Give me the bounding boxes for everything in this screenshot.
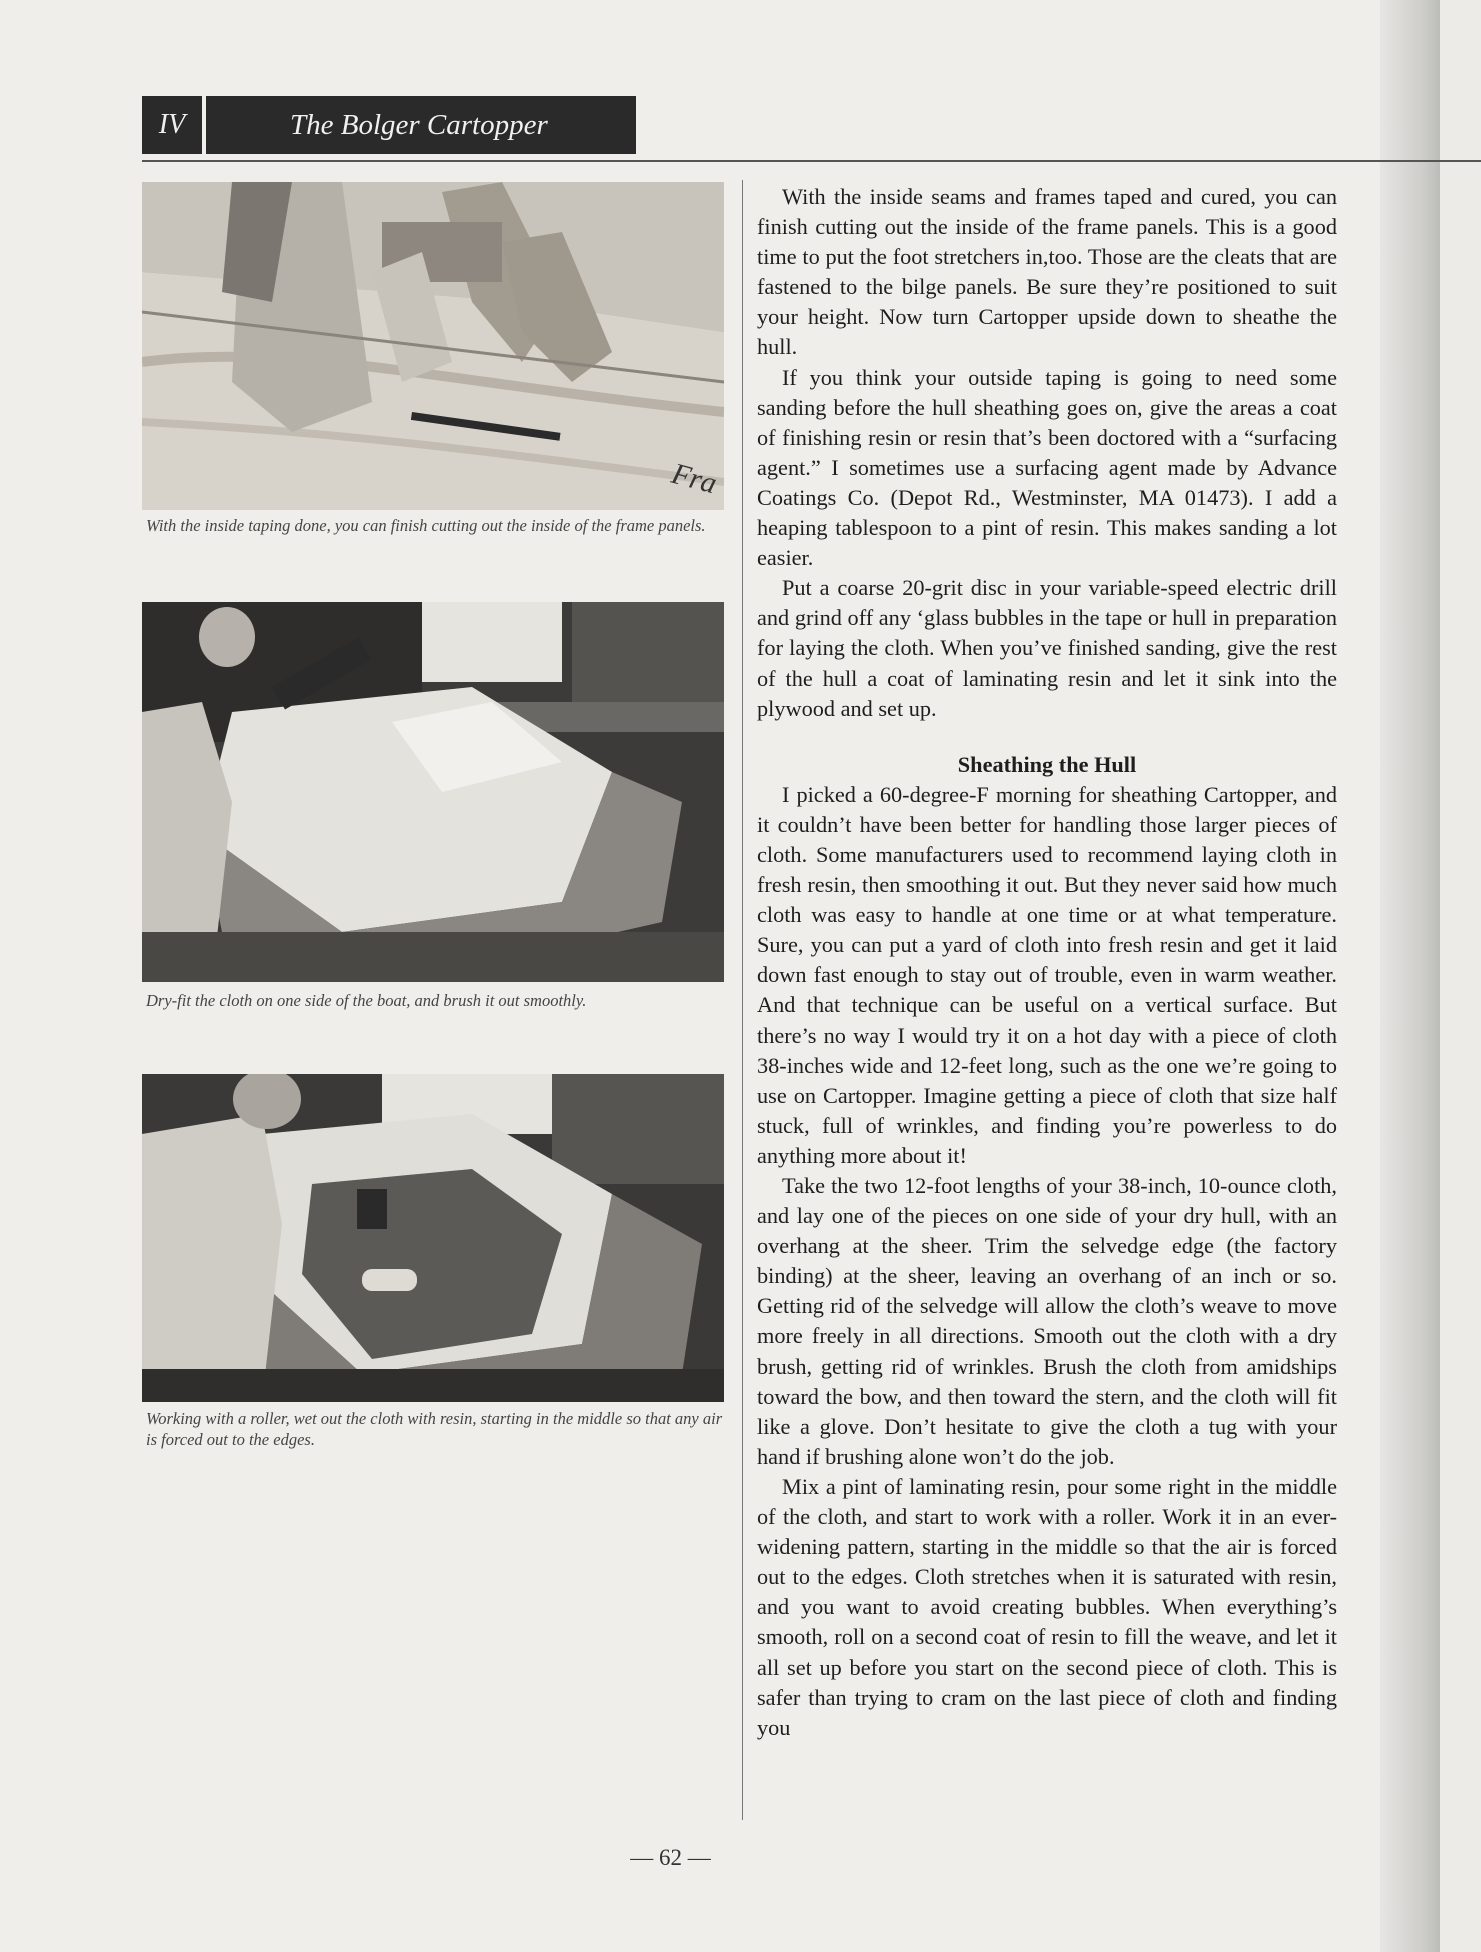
paragraph-intro-1: With the inside seams and frames taped and cured, you can finish cutting out the inside of the frame panels. This is a good time to put the foot stretchers in,too. Those are the cleats that are fastened to the bilge panels. Be sure they’re positioned to suit your height. Now turn Cartopper upside down to sheathe the hull. [757,184,1337,360]
caption-photo-1: With the inside taping done, you can finish cutting out the inside of the frame panels. [146,516,706,535]
running-title: The Bolger Cartopper [206,96,636,154]
chapter-number: IV [142,96,202,154]
page-number-text: — 62 — [630,1845,711,1870]
paragraph-intro-3: Put a coarse 20-grit disc in your variable-speed electric drill and grind off any ‘glass bubbles in the tape or hull in preparation for laying the cloth. When you’ve finished sanding, give the rest of the hull a coat of laminating resin and let it sink into the plywood and set up. [757,575,1337,721]
photo-cutting-frame-panels [142,182,724,510]
caption-photo-2: Dry-fit the cloth on one side of the boat, and brush it out smoothly. [146,991,587,1010]
page-number [0,1845,1481,1871]
section-heading: Sheathing the Hull [957,751,1137,777]
header-rule [142,160,1481,162]
paragraph-section-2: Take the two 12-foot lengths of your 38-inch, 10-ounce cloth, and lay one of the pieces on one side of your dry hull, with an overhang at the sheer. Trim the selvedge edge (the factory binding) at the sheer, leaving an overhang of an inch or so. Getting rid of the selvedge will allow the cloth’s weave to move more freely in all directions. Smooth out the cloth with a dry brush, getting rid of wrinkles. Brush the cloth from amidships toward the bow, and then toward the stern, and the cloth will fit like a glove. Don’t hesitate to give the cloth a tug with your hand if brushing alone won’t do the job. [757,1173,1337,1469]
inscription-fra: Fra [668,456,721,501]
caption-photo-3: Working with a roller, wet out the cloth with resin, starting in the middle so that any air is forced out to the edges. [146,1409,723,1449]
paragraph-intro-2: If you think your outside taping is going to need some sanding before the hull sheathing goes on, give the areas a coat of finishing resin or resin that’s been doctored with a “surfacing agent.” I sometimes use a surfacing agent made by Advance Coatings Co. (Depot Rd., Westminster, MA 01473). I add a heaping tablespoon to a pint of resin. This makes sanding a lot easier. [757,364,1337,571]
page-edge-shadow [1380,0,1440,1952]
article-body [757,182,1337,1743]
photo-roller-resin [142,1074,724,1402]
paragraph-section-3: Mix a pint of laminating resin, pour some right in the middle of the cloth, and start to work with a roller. Work it in an ever-widening pattern, starting in the middle so that the air is forced out to the edges. Cloth stretches when it is saturated with resin, and you want to avoid creating bubbles. When everything’s smooth, roll on a second coat of resin to fill the weave, and let it all set up before you start on the second piece of cloth. This is safer than trying to cram on the last piece of cloth and finding you [757,1473,1337,1740]
paragraph-section-1: I picked a 60-degree-F morning for sheathing Cartopper, and it couldn’t have been better for handling those larger pieces of cloth. Some manufacturers used to recommend laying cloth in fresh resin, then smoothing it out. But they never said how much cloth was easy to handle at one time or at what temperature. Sure, you can put a yard of cloth into fresh resin and get it laid down fast enough to stay out of trouble, even in warm weather. And that technique can be useful on a vertical surface. But there’s no way I would try it on a hot day with a piece of cloth 38-inches wide and 12-feet long, such as the one we’re going to use on Cartopper. Imagine getting a piece of cloth that size half stuck, full of wrinkles, and finding you’re powerless to do anything more about it! [757,781,1337,1168]
photo-dry-fit-cloth [142,602,724,982]
column-rule [742,180,743,1820]
